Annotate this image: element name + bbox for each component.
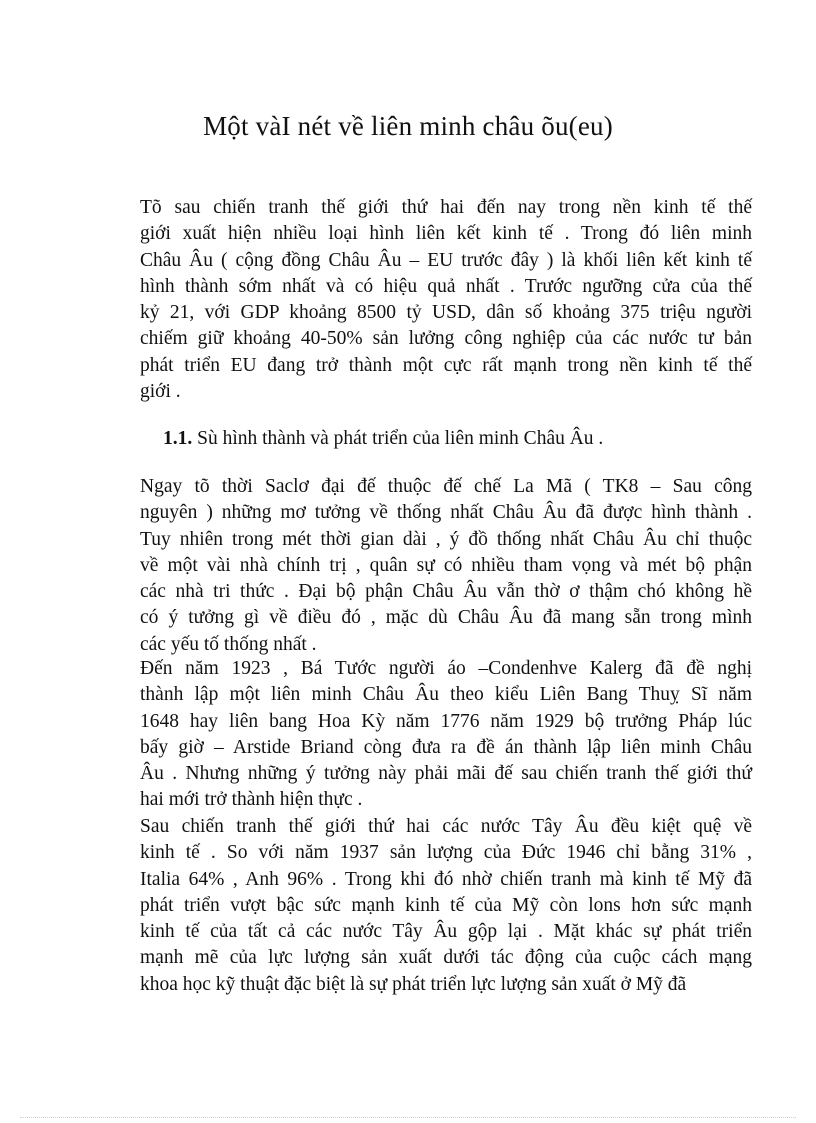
paragraph-line: mạnh mẽ của lực lượng sản xuất dưới tác động của cuộc cách mạng — [140, 947, 752, 969]
paragraph-line: Italia 64% , Anh 96% . Trong khi đó nhờ chiến tranh mà kinh tế Mỹ đã — [140, 868, 752, 890]
paragraph-line: các yếu tố thống nhất . — [140, 633, 317, 655]
paragraph-line: bấy giờ – Arstide Briand còng đưa ra đề án thành lập liên minh Châu — [140, 736, 752, 758]
paragraph-line: kinh tế của tất cả các nước Tây Âu gộp lại . Mặt khác sự phát triển — [140, 921, 752, 943]
section-number: 1.1. — [163, 428, 193, 449]
paragraph-line: thành lập một liên minh Châu Âu theo kiểu Liên Bang Thuỵ Sĩ năm — [140, 684, 752, 706]
document-title: Một vàI nét về liên minh châu õu(eu) — [203, 111, 613, 141]
paragraph-line: phát triển vượt bậc sức mạnh kinh tế của Mỹ còn lons hơn sức mạnh — [140, 894, 752, 916]
body-paragraph-postwar — [140, 814, 752, 998]
paragraph-line: Đến năm 1923 , Bá Tước người áo –Condenhve Kalerg đã đề nghị — [140, 658, 752, 679]
paragraph-line: về một vài nhà chính trị , quân sự có nhiều tham vọng và mét bộ phận — [140, 554, 752, 576]
section-heading-text: Sù hình thành và phát triển của liên minh Châu Âu . — [192, 428, 604, 449]
paragraph-line: phát triển EU đang trở thành một cực rất mạnh trong nền kinh tế thế — [140, 354, 752, 376]
paragraph-line: khoa học kỹ thuật đặc biệt là sự phát triển lực lượng sản xuất ở Mỹ đã — [140, 973, 687, 995]
paragraph-line: giới . — [140, 381, 181, 403]
body-paragraph-history — [140, 474, 752, 658]
paragraph-line: các nhà tri thức . Đại bộ phận Châu Âu vẫn thờ ơ thậm chó không hề — [140, 581, 752, 603]
paragraph-line: giới xuất hiện nhiều loại hình liên kết kinh tế . Trong đó liên minh — [140, 223, 752, 245]
paragraph-line: có ý tưởng gì về điều đó , mặc dù Châu Âu đã mang sẵn trong mình — [140, 607, 752, 629]
intro-paragraph — [140, 195, 752, 405]
paragraph-line: nguyên ) những mơ tưởng về thống nhất Châu Âu đã được hình thành . — [140, 502, 752, 524]
paragraph-line: Châu Âu ( cộng đồng Châu Âu – EU trước đây ) là khối liên kết kinh tế — [140, 249, 752, 271]
paragraph-line: Âu . Nhưng những ý tưởng này phải mãi đế sau chiến tranh thế giới thứ — [140, 763, 752, 785]
paragraph-line: 1648 hay liên bang Hoa Kỳ năm 1776 năm 1929 bộ trưởng Pháp lúc — [140, 710, 752, 732]
paragraph-line: hình thành sớm nhất và có hiệu quả nhất . Trước ngưỡng cửa của thế — [140, 275, 752, 297]
body-paragraph-1923 — [140, 656, 752, 814]
paragraph-line: Tõ sau chiến tranh thế giới thứ hai đến nay trong nền kinh tế thế — [140, 197, 752, 218]
paragraph-line: chiếm giữ khoảng 40-50% sản lưởng công nghiệp của các nước tư bản — [140, 328, 752, 350]
paragraph-line: Ngay tõ thời Saclơ đại đế thuộc đế chế La Mã ( TK8 – Sau công — [140, 476, 752, 497]
paragraph-line: hai mới trở thành hiện thực . — [140, 789, 363, 811]
paragraph-line: Tuy nhiên trong mét thời gian dài , ý đồ thống nhất Châu Âu chỉ thuộc — [140, 528, 752, 550]
section-heading — [163, 426, 603, 452]
paragraph-line: Sau chiến tranh thế giới thứ hai các nước Tây Âu đều kiệt quệ về — [140, 816, 752, 837]
paragraph-line: kỷ 21, với GDP khoảng 8500 tỷ USD, dân số khoảng 375 triệu người — [140, 302, 752, 324]
paragraph-line: kinh tế . So với năm 1937 sản lượng của Đức 1946 chỉ bằng 31% , — [140, 842, 752, 864]
page-bottom-divider — [20, 1117, 796, 1118]
